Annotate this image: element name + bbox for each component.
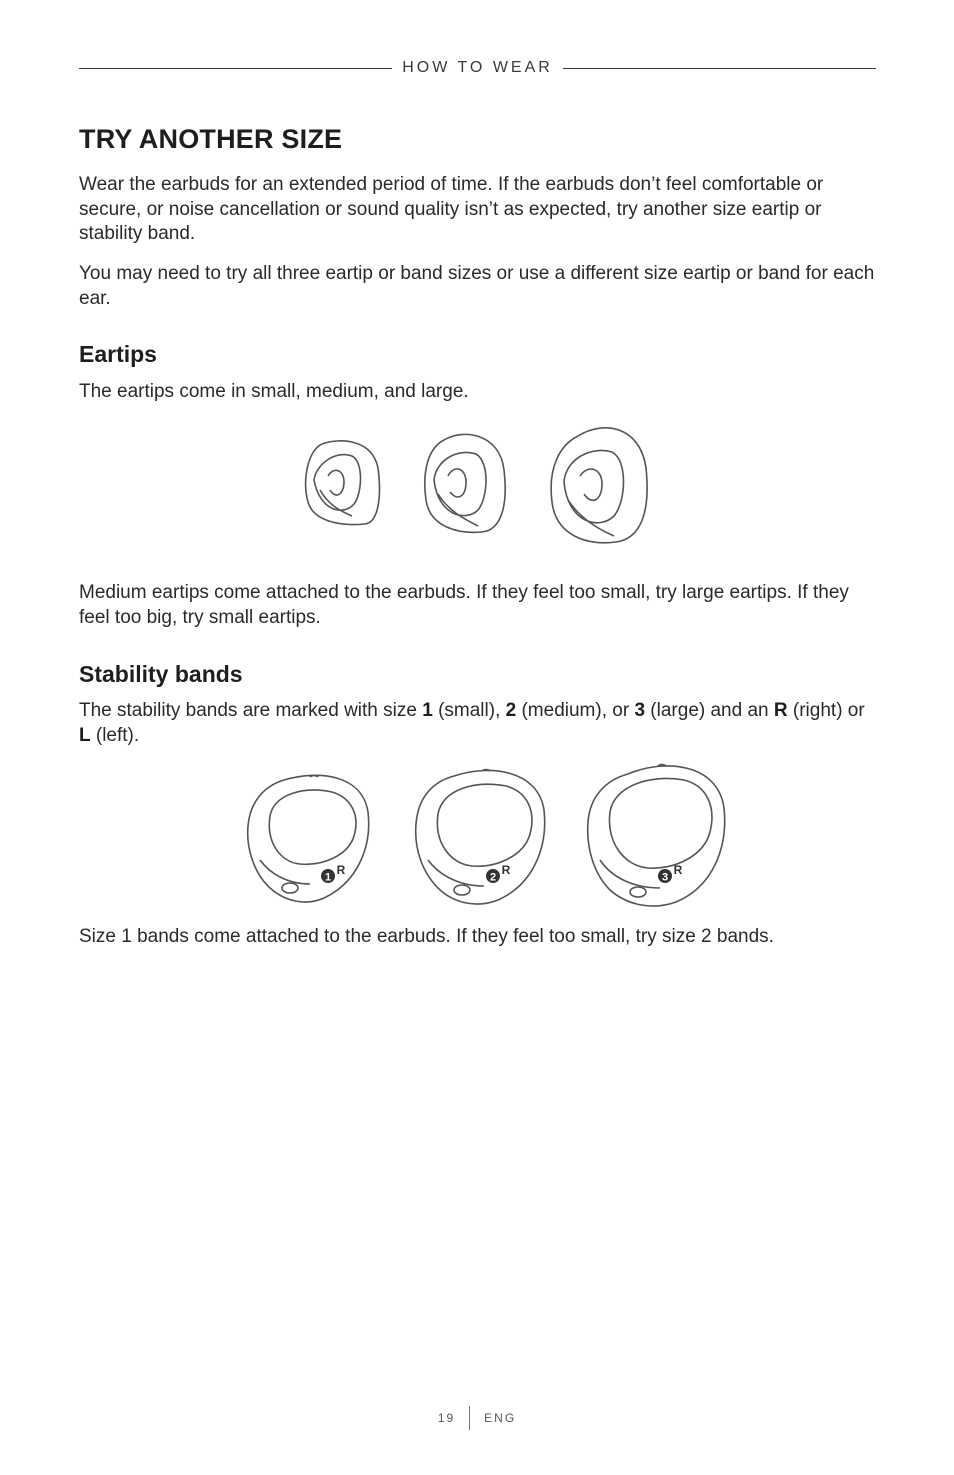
side-left-marker: L <box>79 724 91 746</box>
section-header <box>79 56 876 80</box>
header-rule-left <box>79 68 392 69</box>
size-large-marker: 3 <box>634 700 646 721</box>
eartips-heading: Eartips <box>79 341 157 367</box>
stability-bands-illustration <box>240 764 720 912</box>
language-code: ENG <box>484 1411 517 1425</box>
page-title: TRY ANOTHER SIZE <box>79 124 343 154</box>
svg-text:1: 1 <box>324 871 332 884</box>
svg-text:R: R <box>673 863 683 877</box>
eartip-large-image <box>551 428 647 543</box>
stability-bands-note: Size 1 bands come attached to the earbuds. If they feel too small, try size 2 bands. <box>79 926 774 947</box>
eartip-small-image <box>306 441 380 525</box>
eartip-medium-image <box>425 434 505 532</box>
svg-text:3: 3 <box>661 871 669 884</box>
eartips-description: The eartips come in small, medium, and large. <box>79 381 469 402</box>
stability-bands-heading: Stability bands <box>79 661 243 687</box>
band-1-label <box>321 863 346 884</box>
svg-text:R: R <box>501 863 511 877</box>
svg-text:R: R <box>336 863 346 877</box>
intro-paragraph-2: You may need to try all three eartip or band sizes or use a different size eartip or band for each ear. <box>79 263 875 309</box>
side-right-marker: R <box>773 700 788 721</box>
size-small-marker: 1 <box>422 700 433 721</box>
page-footer <box>0 1405 954 1431</box>
eartips-illustration <box>300 420 660 550</box>
intro-paragraph-1: Wear the earbuds for an extended period of time. If the earbuds don’t feel comfortable or secure, or noise cancellation or sound quality isn’t as expected, try another size eartip or stability band. <box>79 174 824 244</box>
stability-bands-description: The stability bands are marked with size 1 (small), 2 (medium), or 3 (large) and an R (right) or L (left). <box>79 700 865 746</box>
band-size-2-image <box>416 770 545 905</box>
size-medium-marker: 2 <box>505 700 517 721</box>
page-number: 19 <box>437 1411 456 1425</box>
band-size-3-image <box>588 765 725 907</box>
svg-text:2: 2 <box>489 871 497 884</box>
band-size-1-image <box>248 775 369 902</box>
header-rule-right <box>563 68 876 69</box>
section-title: HOW TO WEAR <box>402 59 553 76</box>
footer-divider <box>469 1406 470 1430</box>
eartips-note: Medium eartips come attached to the earbuds. If they feel too small, try large eartips. If they feel too big, try small eartips. <box>79 582 849 628</box>
band-2-label <box>486 863 511 884</box>
